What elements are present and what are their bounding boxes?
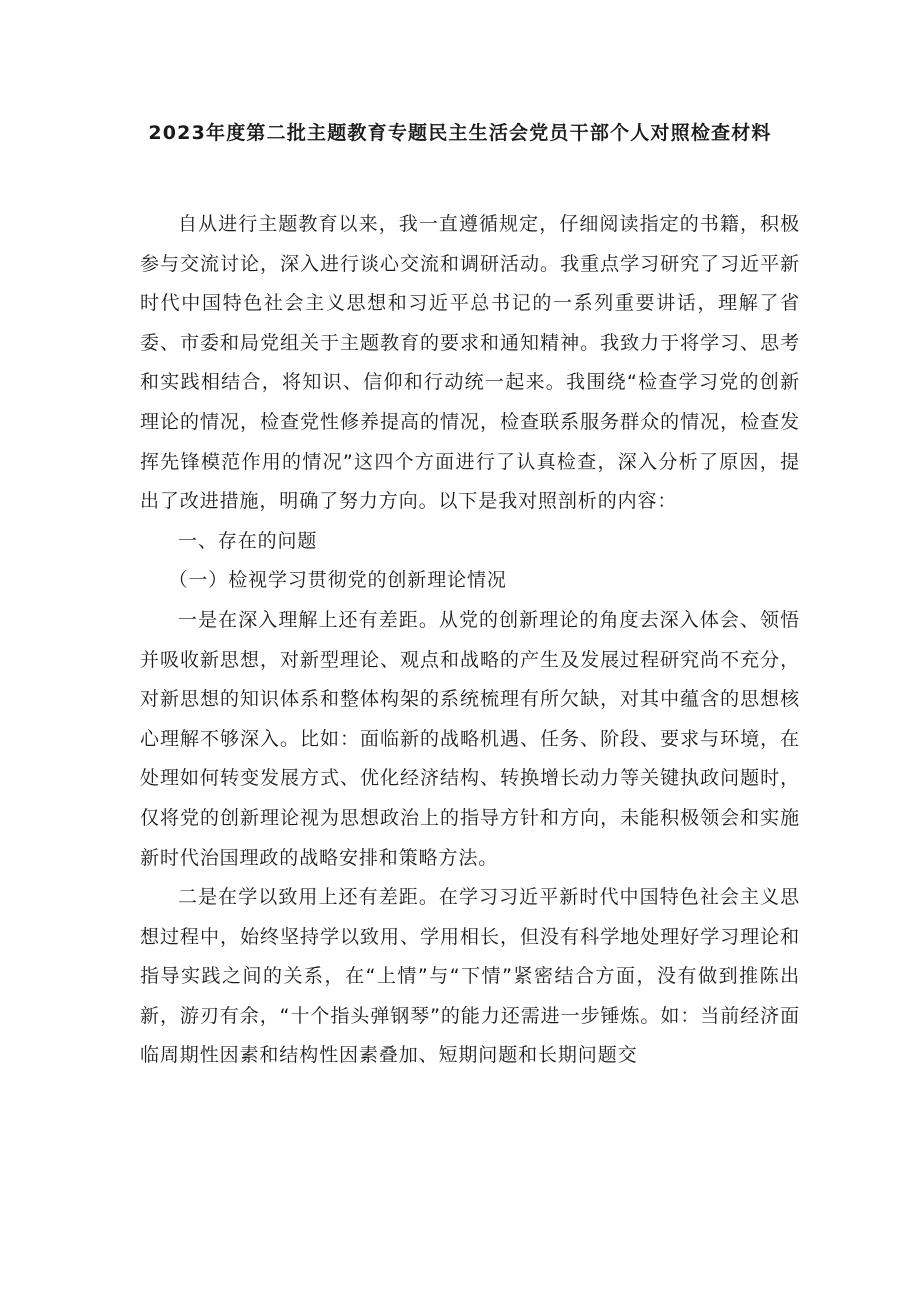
- subsection-heading: （一）检视学习贯彻党的创新理论情况: [168, 569, 507, 592]
- document-body: [140, 205, 800, 1076]
- body-paragraph: 二是在学以致用上还有差距。在学习习近平新时代中国特色社会主义思想过程中，始终坚持学以致用、学用相长，但没有科学地处理好学习理论和指导实践之间的关系，在“上情”与“下情”紧密结合方面，没有做到推陈出新，游刃有余，“十个指头弹钢琴”的能力还需进一步锤炼。如：当前经济面临周期性因素和结构性因素叠加、短期问题和长期问题交: [140, 886, 800, 1067]
- section-heading: 一、存在的问题: [178, 529, 318, 552]
- document-title: 2023年度第二批主题教育专题民主生活会党员干部个人对照检查材料: [148, 122, 772, 144]
- intro-paragraph: 自从进行主题教育以来，我一直遵循规定，仔细阅读指定的书籍，积极参与交流讨论，深入进行谈心交流和调研活动。我重点学习研究了习近平新时代中国特色社会主义思想和习近平总书记的一系列重要讲话，理解了省委、市委和局党组关于主题教育的要求和通知精神。我致力于将学习、思考和实践相结合，将知识、信仰和行动统一起来。我围绕“检查学习党的创新理论的情况，检查党性修养提高的情况，检查联系服务群众的情况，检查发挥先锋模范作用的情况”这四个方面进行了认真检查，深入分析了原因，提出了改进措施，明确了努力方向。以下是我对照剖析的内容：: [140, 213, 800, 513]
- body-paragraph: 一是在深入理解上还有差距。从党的创新理论的角度去深入体会、领悟并吸收新思想，对新型理论、观点和战略的产生及发展过程研究尚不充分，对新思想的知识体系和整体构架的系统梳理有所欠缺，对其中蕴含的思想核心理解不够深入。比如：面临新的战略机遇、任务、阶段、要求与环境，在处理如何转变发展方式、优化经济结构、转换增长动力等关键执政问题时，仅将党的创新理论视为思想政治上的指导方针和方向，未能积极领会和实施新时代治国理政的战略安排和策略方法。: [140, 608, 800, 869]
